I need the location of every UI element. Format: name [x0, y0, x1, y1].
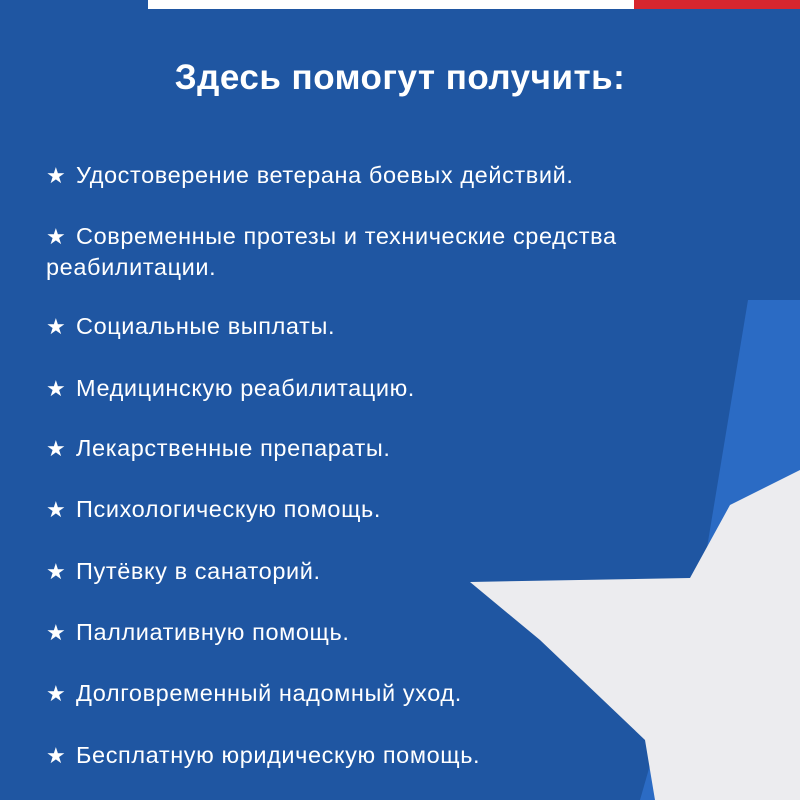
- list-item-text: Долговременный надомный уход.: [76, 680, 462, 706]
- flag-stripe-blue: [0, 0, 148, 9]
- list-item: [46, 433, 756, 464]
- star-bullet-icon: ★: [46, 314, 66, 339]
- list-item: [46, 740, 756, 771]
- list-item: [46, 617, 756, 648]
- flag-stripe-red: [634, 0, 800, 9]
- star-bullet-icon: ★: [46, 376, 66, 401]
- list-item: [46, 494, 756, 525]
- list-item: [46, 678, 756, 709]
- star-bullet-icon: ★: [46, 436, 66, 461]
- list-item-text: Бесплатную юридическую помощь.: [76, 742, 481, 768]
- list-item-text: Лекарственные препараты.: [76, 435, 391, 461]
- star-bullet-icon: ★: [46, 559, 66, 584]
- star-bullet-icon: ★: [46, 620, 66, 645]
- list-item-text: Удостоверение ветерана боевых действий.: [76, 162, 574, 188]
- list-item-text: Социальные выплаты.: [76, 313, 336, 339]
- list-item: [46, 373, 756, 404]
- star-bullet-icon: ★: [46, 224, 66, 249]
- list-item: [46, 311, 756, 342]
- star-bullet-icon: ★: [46, 163, 66, 188]
- list-item: [46, 556, 756, 587]
- list-item-text: Психологическую помощь.: [76, 496, 381, 522]
- star-bullet-icon: ★: [46, 743, 66, 768]
- page-title: Здесь помогут получить:: [174, 58, 626, 97]
- star-bullet-icon: ★: [46, 681, 66, 706]
- list-item-text: Медицинскую реабилитацию.: [76, 375, 415, 401]
- list-item-text: Путёвку в санаторий.: [76, 558, 321, 584]
- list-item-text: Современные протезы и технические средства реабилитации.: [46, 223, 617, 280]
- list-item: [46, 221, 756, 282]
- star-bullet-icon: ★: [46, 497, 66, 522]
- list-item-text: Паллиативную помощь.: [76, 619, 350, 645]
- flag-stripe-white: [148, 0, 634, 9]
- list-item: [46, 160, 756, 191]
